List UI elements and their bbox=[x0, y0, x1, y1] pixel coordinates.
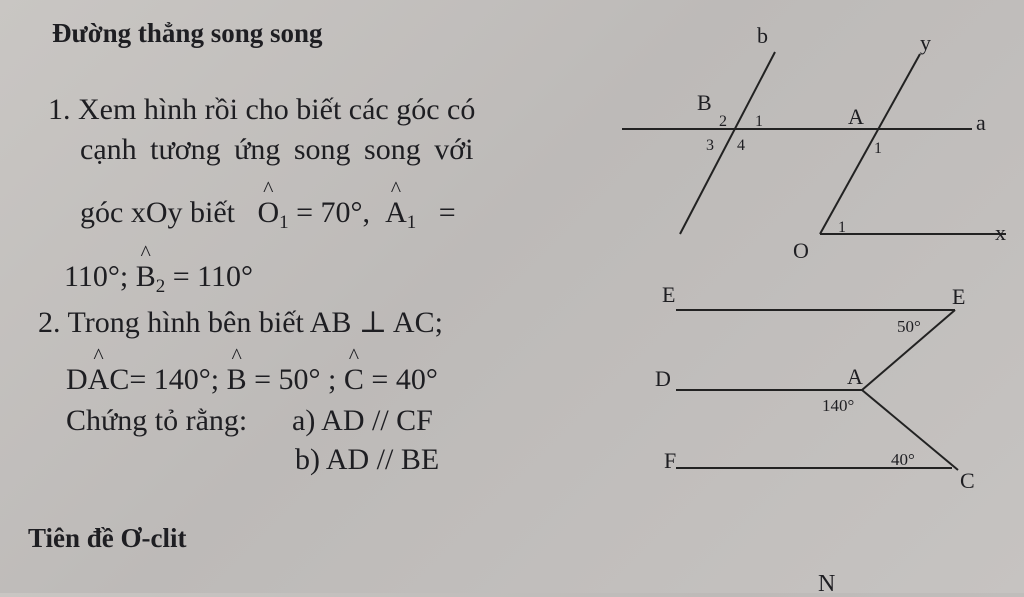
angle-label-140: 140° bbox=[822, 396, 855, 415]
angle-B-letter: ^ B bbox=[227, 365, 247, 395]
angle-O1-sub: 1 bbox=[279, 212, 289, 233]
ex2-prove-label: Chứng tỏ rằng: bbox=[66, 404, 248, 437]
angle-B-value: = 50° ; bbox=[254, 363, 337, 396]
ex2-line1: 2. Trong hình bên biết AB ⊥ AC; bbox=[38, 306, 443, 339]
label-O: O bbox=[793, 238, 809, 263]
angle-B2-sub: 2 bbox=[155, 276, 166, 297]
angle-DAC-a: ^ A bbox=[88, 365, 110, 395]
angle-label-1-A: 1 bbox=[874, 140, 882, 157]
angle-label-2: 2 bbox=[719, 113, 727, 130]
section-heading: Đường thẳng song song bbox=[52, 18, 323, 48]
label-E-right: E bbox=[952, 284, 966, 309]
angle-B2-value: = 110° bbox=[172, 260, 254, 293]
label-a: a bbox=[976, 110, 986, 135]
label-E-left: E bbox=[662, 282, 676, 307]
angle-label-1-B: 1 bbox=[755, 113, 763, 130]
angle-C-value: = 40° bbox=[371, 363, 438, 396]
label-C: C bbox=[960, 468, 975, 493]
angle-O1-letter: ^ O bbox=[257, 198, 279, 228]
ex2-part-a: a) AD // CF bbox=[292, 404, 433, 437]
angle-C-letter: ^ C bbox=[344, 365, 364, 395]
label-A-fig2: A bbox=[847, 364, 863, 389]
ex1-line3-prefix: góc xOy biết bbox=[80, 196, 235, 229]
angle-B2-letter: ^ B bbox=[136, 262, 156, 292]
label-A: A bbox=[848, 104, 864, 129]
label-x: x bbox=[995, 220, 1006, 245]
angle-O1-value: = 70°, bbox=[296, 196, 371, 229]
angle-A1-letter: ^ A bbox=[385, 198, 407, 228]
angle-A1-eq: = bbox=[438, 196, 456, 229]
angle-label-3: 3 bbox=[706, 137, 714, 154]
angle-label-50: 50° bbox=[897, 317, 921, 336]
ex2-part-b: b) AD // BE bbox=[295, 443, 440, 476]
angle-label-4: 4 bbox=[737, 137, 745, 154]
angle-DAC-d: D bbox=[66, 363, 88, 396]
bottom-letter: N bbox=[818, 571, 836, 597]
ex1-line4-prefix: 110°; bbox=[64, 260, 129, 293]
label-b: b bbox=[757, 23, 768, 48]
ex1-line2: cạnh tương ứng song song với bbox=[80, 133, 474, 166]
label-D: D bbox=[655, 366, 671, 391]
ex1-line1: 1. Xem hình rồi cho biết các góc có bbox=[48, 93, 476, 126]
label-B: B bbox=[697, 90, 712, 115]
angle-A1-sub: 1 bbox=[406, 212, 417, 233]
angle-label-40: 40° bbox=[891, 450, 915, 469]
label-y: y bbox=[920, 30, 931, 55]
label-F: F bbox=[664, 448, 677, 473]
section-heading-2: Tiên đề Ơ-clit bbox=[28, 523, 187, 553]
angle-label-1-O: 1 bbox=[838, 219, 846, 236]
angle-DAC-rest: C= 140°; bbox=[109, 363, 220, 396]
